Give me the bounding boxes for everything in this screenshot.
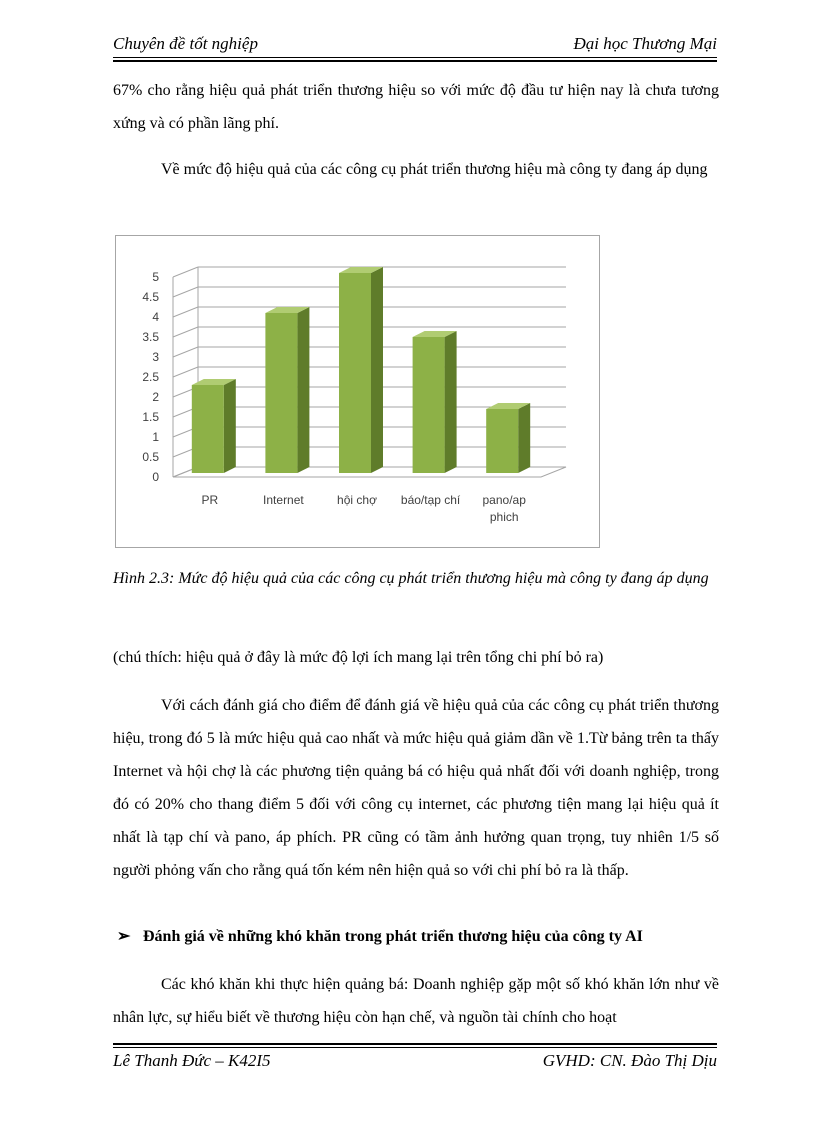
y-tick-label: 2 — [152, 390, 159, 404]
bar-side — [518, 403, 530, 473]
footer-author: Lê Thanh Đức – K42I5 — [113, 1051, 271, 1070]
arrow-bullet-icon: ➢ — [117, 928, 131, 945]
y-tick-label: 1.5 — [142, 410, 159, 424]
gridline-wall — [173, 347, 198, 357]
footer-rule-thin — [113, 1047, 717, 1048]
paragraph-2: Về mức độ hiệu quả của các công cụ phát triển thương hiệu mà công ty đang áp dụng — [161, 161, 708, 178]
bar — [339, 273, 371, 473]
paragraph-1: 67% cho rằng hiệu quả phát triển thương hiệu so với mức độ đầu tư hiện nay là chưa tương xứng và có phần lãng phí. — [113, 82, 719, 132]
footer-rule-thick — [113, 1043, 717, 1045]
gridline-wall — [173, 307, 198, 317]
paragraph-4: Các khó khăn khi thực hiện quảng bá: Doanh nghiệp gặp một số khó khăn lớn như về nhân lực, sự hiểu biết về thương hiệu còn hạn chế, và nguồn tài chính cho hoạt — [113, 976, 719, 1026]
gridline-wall — [173, 267, 198, 277]
bar — [192, 385, 224, 473]
footer-supervisor: GVHD: CN. Đào Thị Dịu — [542, 1051, 717, 1070]
gridline-wall — [173, 367, 198, 377]
chart-container — [115, 235, 600, 548]
y-tick-label: 0 — [152, 470, 159, 484]
y-tick-label: 2.5 — [142, 370, 159, 384]
x-tick-label: pano/ap — [482, 493, 526, 507]
bar — [413, 337, 445, 473]
x-tick-label: PR — [201, 493, 219, 507]
header-rule-thin — [113, 57, 717, 58]
y-tick-label: 3.5 — [142, 330, 159, 344]
bar-side — [445, 331, 457, 473]
header-left-title: Chuyên đề tốt nghiệp — [113, 34, 258, 53]
x-tick-label: báo/tạp chí — [400, 493, 461, 507]
bar — [486, 409, 518, 473]
bar — [265, 313, 297, 473]
section-heading — [117, 926, 723, 946]
bar-side — [371, 267, 383, 473]
page-header — [113, 30, 717, 58]
header-rule-thick — [113, 60, 717, 62]
y-tick-label: 3 — [152, 350, 159, 364]
y-tick-label: 4 — [152, 310, 159, 324]
x-tick-label: hội chợ — [337, 493, 377, 507]
bar-side — [224, 379, 236, 473]
bar-side — [297, 307, 309, 473]
figure-caption: Hình 2.3: Mức độ hiệu quả của các công cụ phát triển thương hiệu mà công ty đang áp dụng — [113, 570, 709, 587]
gridline-wall — [173, 287, 198, 297]
bar-chart — [116, 236, 599, 547]
header-right-title: Đại học Thương Mại — [573, 34, 717, 53]
y-tick-label: 0.5 — [142, 450, 159, 464]
y-tick-label: 4.5 — [142, 290, 159, 304]
figure-note: (chú thích: hiệu quả ở đây là mức độ lợi ích mang lại trên tổng chi phí bỏ ra) — [113, 649, 604, 666]
section-heading-text: Đánh giá về những khó khăn trong phát triển thương hiệu của công ty AI — [143, 928, 643, 945]
page-footer — [113, 1043, 717, 1077]
y-tick-label: 1 — [152, 430, 159, 444]
y-tick-label: 5 — [152, 270, 159, 284]
gridline-wall — [173, 327, 198, 337]
x-tick-label: Internet — [263, 493, 304, 507]
paragraph-3: Với cách đánh giá cho điểm để đánh giá về hiệu quả của các công cụ phát triển thương hiệu, trong đó 5 là mức hiệu quả cao nhất và mức hiệu quả giảm dần về 1.Từ bảng trên ta thấy Internet và hội chợ là các phương tiện quảng bá có hiệu quả nhất đối với doanh nghiệp, trong đó có 20% cho thang điểm 5 đối với công cụ internet, các phương tiện mang lại hiệu quả ít nhất là tạp chí và pano, áp phích. PR cũng có tầm ảnh hưởng quan trọng, tuy nhiên 1/5 số người phỏng vấn cho rằng quá tốn kém nên hiện quả so với chi phí bỏ ra là thấp. — [113, 697, 719, 879]
x-tick-label: phich — [489, 510, 519, 524]
